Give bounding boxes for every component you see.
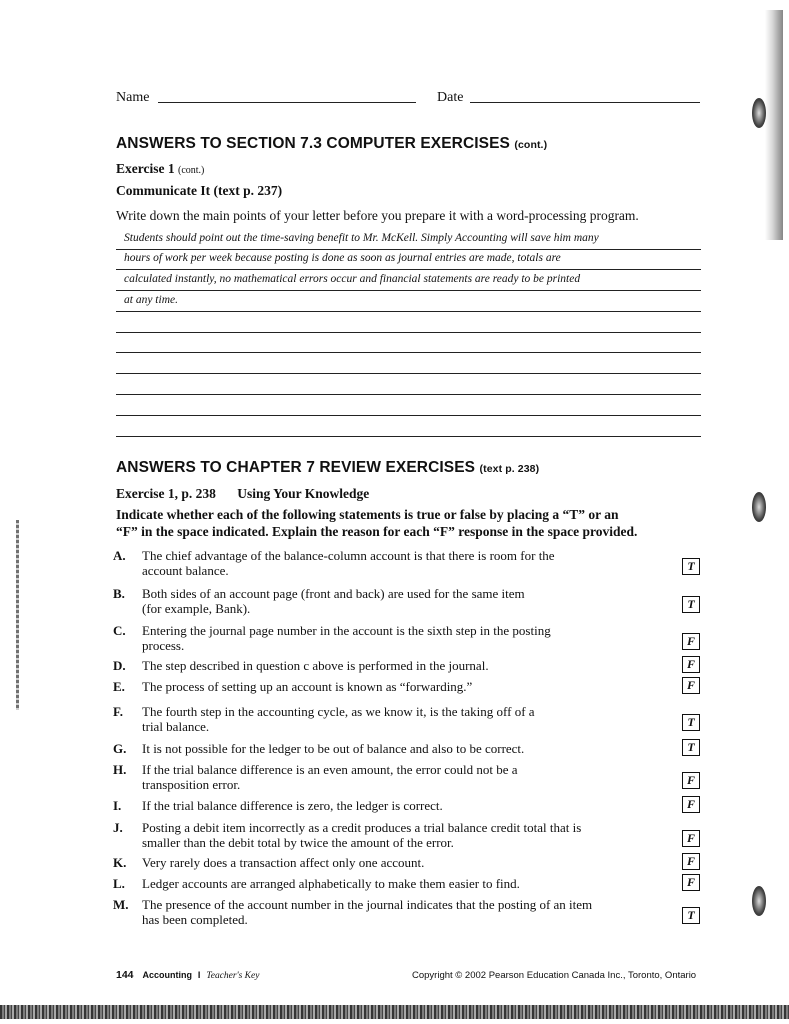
scan-left-edge [16, 520, 19, 710]
page-number: 144 [116, 969, 134, 981]
section1-title-text: ANSWERS TO SECTION 7.3 COMPUTER EXERCISES [116, 135, 510, 152]
footer-book: Accounting [142, 970, 192, 980]
date-label: Date [437, 90, 464, 105]
answer-line: at any time. [124, 294, 178, 306]
answer-box: T [682, 907, 700, 924]
answer-box: F [682, 677, 700, 694]
writing-rule [116, 290, 701, 291]
writing-rule [116, 394, 701, 395]
item-statement-line: The fourth step in the accounting cycle, as we know it, is the taking off of a [142, 704, 535, 719]
section2-title [116, 459, 539, 477]
section2-title-text: ANSWERS TO CHAPTER 7 REVIEW EXERCISES [116, 459, 476, 476]
binder-hole [752, 886, 766, 916]
footer-left [116, 969, 259, 981]
answer-box: T [682, 558, 700, 575]
answer-line: Students should point out the time-saving benefit to Mr. McKell. Simply Accounting will save him many [124, 232, 599, 244]
item-letter: E. [113, 679, 125, 694]
item-statement-line: It is not possible for the ledger to be out of balance and also to be correct. [142, 741, 525, 756]
item-statement-line: Posting a debit item incorrectly as a credit produces a trial balance credit total that is [142, 820, 582, 835]
writing-rule [116, 249, 701, 250]
item-statement-line: has been completed. [142, 912, 248, 927]
item-statement [142, 855, 662, 870]
communicate-it-heading: Communicate It (text p. 237) [116, 183, 283, 198]
item-statement-line: Ledger accounts are arranged alphabetically to make them easier to find. [142, 876, 520, 891]
item-letter: B. [113, 586, 125, 601]
writing-rule [116, 311, 701, 312]
item-letter: C. [113, 623, 126, 638]
item-statement-line: process. [142, 638, 185, 653]
exercise1-label: Exercise 1 [116, 161, 175, 176]
item-letter: A. [113, 548, 126, 563]
writing-rule [116, 269, 701, 270]
item-statement [142, 762, 662, 792]
item-statement [142, 897, 662, 927]
answer-box: T [682, 739, 700, 756]
binder-hole [752, 98, 766, 128]
writing-rule [116, 436, 701, 437]
item-statement-line: The step described in question c above is performed in the journal. [142, 658, 489, 673]
item-statement [142, 658, 662, 673]
answer-box: F [682, 656, 700, 673]
item-statement [142, 704, 662, 734]
item-statement-line: Both sides of an account page (front and back) are used for the same item [142, 586, 525, 601]
answer-box: T [682, 714, 700, 731]
answer-box: F [682, 830, 700, 847]
answer-line: hours of work per week because posting is done as soon as journal entries are made, totals are [124, 252, 561, 264]
exercise1-review-heading [116, 486, 369, 502]
answer-box: T [682, 596, 700, 613]
writing-rule [116, 373, 701, 374]
answer-box: F [682, 874, 700, 891]
item-statement [142, 623, 662, 653]
scan-bottom-strip [0, 1005, 789, 1019]
answer-box: F [682, 796, 700, 813]
item-letter: L. [113, 876, 125, 891]
item-statement-line: The presence of the account number in the journal indicates that the posting of an item [142, 897, 593, 912]
item-statement-line: Entering the journal page number in the account is the sixth step in the posting [142, 623, 551, 638]
item-letter: K. [113, 855, 127, 870]
exercise1-heading [116, 161, 204, 177]
writing-prompt: Write down the main points of your letter before you prepare it with a word-processing program. [116, 208, 639, 223]
section1-title-suffix: (cont.) [514, 139, 548, 151]
scan-edge-shadow [765, 10, 783, 240]
item-letter: H. [113, 762, 127, 777]
instructions-line: Indicate whether each of the following statements is true or false by placing a “T” or an [116, 507, 619, 522]
item-statement [142, 548, 662, 578]
item-statement [142, 876, 662, 891]
review-exercise-topic: Using Your Knowledge [237, 486, 370, 501]
name-label: Name [116, 90, 150, 105]
item-statement [142, 798, 662, 813]
item-letter: D. [113, 658, 126, 673]
footer-copyright: Copyright © 2002 Pearson Education Canada Inc., Toronto, Ontario [412, 970, 697, 981]
item-letter: F. [113, 704, 123, 719]
date-line [470, 102, 700, 103]
footer-edition: Teacher's Key [206, 971, 260, 981]
item-letter: G. [113, 741, 127, 756]
answer-line: calculated instantly, no mathematical errors occur and financial statements are ready to be printed [124, 273, 581, 285]
writing-rule [116, 415, 701, 416]
section1-title [116, 135, 547, 153]
instructions-line: “F” in the space indicated. Explain the reason for each “F” response in the space provided. [116, 524, 638, 539]
item-statement [142, 741, 662, 756]
footer-separator: I [197, 970, 201, 980]
name-line [158, 102, 416, 103]
item-letter: I. [113, 798, 122, 813]
item-statement-line: The chief advantage of the balance-column account is that there is room for the [142, 548, 555, 563]
item-statement-line: The process of setting up an account is known as “forwarding.” [142, 679, 473, 694]
item-statement [142, 586, 662, 616]
answer-box: F [682, 772, 700, 789]
item-statement-line: transposition error. [142, 777, 241, 792]
writing-rule [116, 332, 701, 333]
item-statement-line: trial balance. [142, 719, 210, 734]
writing-rule [116, 352, 701, 353]
item-statement [142, 679, 662, 694]
review-exercise-label: Exercise 1, p. 238 [116, 486, 216, 501]
answer-box: F [682, 853, 700, 870]
exercise1-suffix: (cont.) [177, 165, 205, 176]
section2-title-suffix: (text p. 238) [479, 463, 540, 475]
item-statement-line: If the trial balance difference is an even amount, the error could not be a [142, 762, 518, 777]
answer-box: F [682, 633, 700, 650]
item-statement-line: Very rarely does a transaction affect only one account. [142, 855, 425, 870]
binder-hole [752, 492, 766, 522]
item-statement-line: smaller than the debit total by twice the amount of the error. [142, 835, 454, 850]
item-statement-line: (for example, Bank). [142, 601, 251, 616]
item-statement-line: account balance. [142, 563, 229, 578]
item-letter: M. [113, 897, 129, 912]
item-statement [142, 820, 662, 850]
item-letter: J. [113, 820, 123, 835]
item-statement-line: If the trial balance difference is zero, the ledger is correct. [142, 798, 443, 813]
